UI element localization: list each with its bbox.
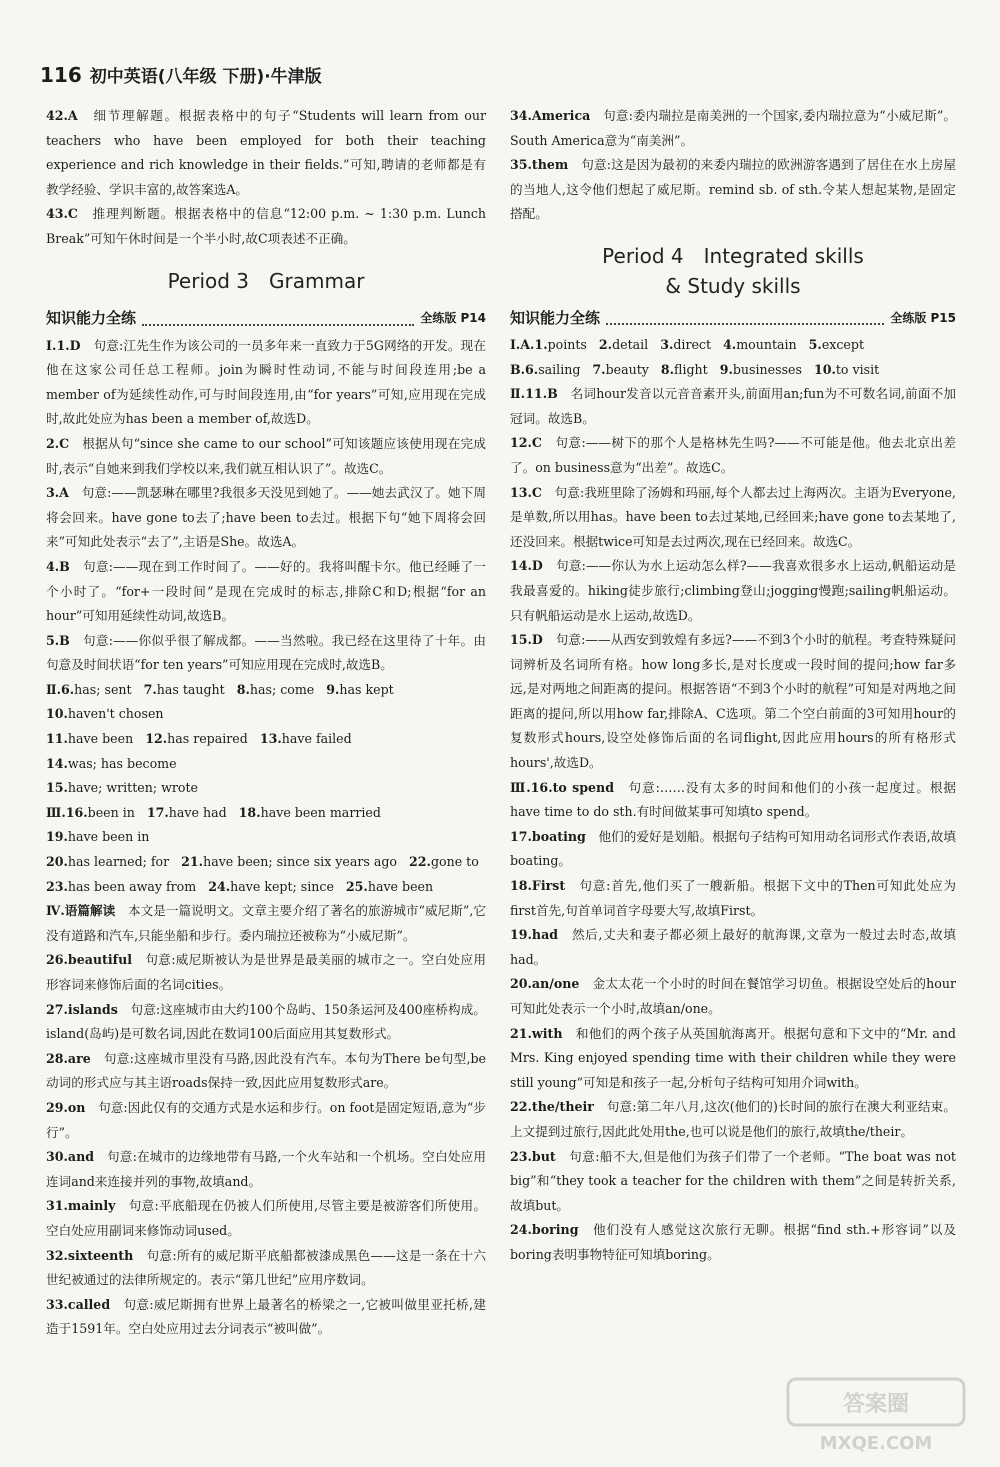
answer-text: have; written; wrote [67, 780, 199, 796]
answer-item [46, 334, 486, 432]
answer-explanation: 句意:——你认为水上运动怎么样?——我喜欢很多水上运动,帆船运动是我最喜爱的。hiking徒步旅行;climbing登山;jogging慢跑;sailing帆船运动。只有帆船运动是水上运动,故选D。 [510, 558, 957, 623]
answer-explanation: 句意:——凯瑟琳在哪里?我很多天没见到她了。——她去武汉了。她下周将会回来。have gone to去了;have been to去过。根据下句“她下周将会回来”可知此处表示“去了”,主语是She。故选A。 [46, 485, 486, 550]
answer-number: 24. [208, 878, 231, 894]
answer-explanation: 他们的爱好是划船。根据句子结构可知用动名词形式作表语,故填boating。 [510, 828, 956, 869]
answer-item [510, 382, 956, 431]
answer-number: 5. [808, 336, 822, 352]
right-column [510, 104, 956, 1268]
answer-explanation: 然后,丈夫和妻子都必须上最好的航海课,文章为一般过去时态,故填had。 [510, 927, 956, 967]
answer-number: 24.boring [510, 1222, 579, 1238]
answer-row [510, 358, 956, 383]
answer-item [510, 104, 956, 153]
answer-number: 23.but [510, 1148, 556, 1164]
answer-number: 11. [46, 731, 68, 747]
answer-cell [46, 801, 135, 826]
answer-number: 9. [719, 361, 733, 377]
answer-text: mountain [736, 336, 797, 352]
answer-number: 8. [236, 681, 250, 697]
answer-number: Ⅳ.语篇解读 [46, 903, 116, 919]
answer-number: 14. [46, 755, 68, 771]
answer-number: 30.and [46, 1149, 95, 1165]
answer-number: 31.mainly [46, 1198, 116, 1214]
answer-item [510, 628, 956, 776]
answer-number: 3.A [46, 485, 69, 501]
answer-number: 23. [46, 878, 68, 894]
answer-number: 18. [238, 804, 261, 820]
answer-cell [510, 333, 587, 358]
answer-explanation: 句意:……没有太多的时间和他们的小孩一起度过。根据have time to do sth.有时间做某事可知填to spend。 [510, 779, 957, 820]
answer-cell [46, 850, 169, 875]
answer-text: have been; since six years ago [203, 854, 398, 870]
answer-cell [46, 875, 196, 900]
answer-number: 17. [146, 804, 169, 820]
answer-cell [814, 358, 879, 383]
answer-cell [599, 333, 648, 358]
answer-number: 20. [46, 854, 68, 870]
answer-item [510, 874, 956, 923]
answer-text: has taught [156, 681, 225, 697]
answer-cell [326, 678, 393, 703]
answer-number: Ⅰ.A.1. [510, 336, 548, 352]
period-title: Period 3 Grammar [167, 268, 365, 293]
watermark-logo [786, 1377, 966, 1457]
answer-item [46, 629, 486, 678]
period-title [510, 241, 956, 301]
answer-text: to visit [835, 361, 880, 377]
answer-cell [720, 358, 802, 383]
answer-text: has repaired [167, 731, 248, 747]
answer-row [46, 801, 486, 850]
answer-number: 3. [660, 336, 674, 352]
answer-number: 35.them [510, 157, 569, 173]
answer-text: has; come [249, 681, 315, 697]
answer-explanation: 句意:首先,他们买了一艘新船。根据下文中的Then可知此处应为first首先,句首单词首字母要大写,故填First。 [510, 878, 956, 918]
answer-item [46, 1244, 486, 1293]
answer-text: have been [367, 878, 434, 894]
answer-explanation: 名词hour发音以元音音素开头,前面用an;fun为不可数名词,前面不加冠词。故选B。 [510, 386, 957, 426]
answer-text: points [547, 336, 587, 352]
answer-explanation: 根据从句“since she came to our school”可知该题应该使用现在完成时,表示“自她来到我们学校以来,我们就互相认识了”。故选C。 [46, 435, 486, 476]
answer-number: 25. [345, 878, 368, 894]
answer-cell [660, 333, 711, 358]
answer-cell [809, 333, 864, 358]
answer-item [46, 202, 486, 251]
answer-item [510, 1022, 956, 1096]
answer-explanation: 细节理解题。根据表格中的句子“Students will learn from our teachers who have been employed for both their teaching experience and rich knowledge in their fields.”可知,聘请的老师都是有教学经验、学识丰富的,故答案选A。 [46, 108, 486, 197]
answer-cell [46, 776, 198, 801]
answer-item [510, 1095, 956, 1144]
answer-text: have had [168, 804, 227, 820]
page-header [40, 62, 322, 92]
answer-row [46, 850, 486, 875]
answer-number: 43.C [46, 206, 78, 222]
answer-item [510, 1218, 956, 1267]
answer-explanation: 金太太花一个小时的时间在餐馆学习切鱼。根据设空处后的hour可知此处表示一个小时,故填an/one。 [510, 976, 956, 1016]
answer-cell [237, 678, 315, 703]
answer-explanation: 句意:江先生作为该公司的一员多年来一直致力于5G网络的开发。现在他在这家公司任总工程师。join为瞬时性动词,不能与时间段连用;be a member of为延续性动作,可与时间段连用,由“for years”可知,应用现在完成时,故此处应为has been a member of,故选D。 [46, 337, 486, 427]
answer-number: 28.are [46, 1050, 91, 1066]
section-heading [46, 306, 486, 332]
answer-cell [208, 875, 334, 900]
answer-cell [46, 752, 177, 777]
section-page-ref: 全练版 P15 [890, 310, 956, 325]
answer-item [510, 153, 956, 227]
answer-explanation: 句意:我班里除了汤姆和玛丽,每个人都去过上海两次。主语为Everyone,是单数,所以用has。have been to去过某地,已经回来;have gone to去某地了,还没回来。根据twice可知是去过两次,现在已经回来。故选C。 [510, 484, 957, 549]
answer-cell [409, 850, 479, 875]
answer-text: has kept [339, 681, 394, 697]
answer-cell [144, 678, 225, 703]
answer-number: 2.C [46, 435, 70, 451]
answer-item [46, 948, 486, 997]
answer-text: beauty [605, 361, 649, 377]
answer-text: direct [673, 336, 712, 352]
answer-number: Ⅲ.16. [46, 804, 88, 820]
answer-number: 22.the/their [510, 1099, 594, 1115]
answer-number: 12.C [510, 435, 542, 451]
watermark-text-en: MXQE.COM [819, 1433, 933, 1454]
answer-number: 20.an/one [510, 976, 580, 992]
answer-row [46, 776, 486, 801]
answer-item [510, 923, 956, 972]
answer-number: 14.D [510, 558, 543, 574]
answer-explanation: 句意:威尼斯被认为是世界是最美丽的城市之一。空白处应用形容词来修饰后面的名词cities。 [46, 952, 487, 992]
answer-explanation: 句意:第二年八月,这次(他们的)长时间的旅行在澳大利亚结束。上文提到过旅行,因此此处用the,也可以说是他们的旅行,故填the/their。 [510, 1099, 957, 1139]
answer-item [46, 555, 486, 629]
answer-explanation: 句意:所有的威尼斯平底船都被漆成黑色——这是一条在十六世纪被通过的法律所规定的。表示“第几世纪”应用序数词。 [46, 1247, 487, 1288]
answer-text: have been married [260, 804, 381, 820]
answer-text: flight [674, 361, 708, 377]
answer-explanation: 句意:威尼斯拥有世界上最著名的桥梁之一,它被叫做里亚托桥,建造于1591年。空白处应用过去分词表示“被叫做”。 [46, 1296, 487, 1337]
answer-number: 4.B [46, 558, 70, 574]
answer-number: 13. [259, 731, 282, 747]
answer-row [46, 727, 486, 776]
answer-item [510, 776, 956, 825]
answer-text: was; has become [67, 755, 177, 771]
answer-number: Ⅲ.16.to spend [510, 779, 615, 795]
answer-item [46, 481, 486, 555]
answer-item [46, 1194, 486, 1243]
section-page-ref: 全练版 P14 [420, 311, 486, 326]
answer-item [510, 554, 956, 628]
answer-cell [346, 875, 433, 900]
answer-number: 8. [660, 361, 675, 377]
answer-text: has been away from [67, 878, 197, 894]
answer-cell [46, 678, 132, 703]
answer-text: detail [612, 336, 649, 352]
dotted-leader [142, 312, 414, 326]
answer-explanation: 推理判断题。根据表格中的信息“12:00 p.m. ~ 1:30 p.m. Lunch Break”可知午休时间是一个半小时,故C项表述不正确。 [46, 206, 486, 246]
answer-row [46, 678, 486, 727]
watermark-text-cn: 答案圈 [842, 1392, 910, 1417]
answer-item [46, 432, 486, 481]
answer-explanation: 句意:因此仅有的交通方式是水运和步行。on foot是固定短语,意为“步行”。 [46, 1099, 486, 1140]
answer-item [510, 825, 956, 874]
answer-item [46, 899, 486, 948]
answer-item [46, 1047, 486, 1096]
answer-text: been in [87, 804, 135, 820]
answer-row [46, 875, 486, 900]
answer-item [46, 1096, 486, 1145]
answer-cell [46, 727, 133, 752]
answer-cell [723, 333, 797, 358]
answer-number: 18.First [510, 878, 566, 894]
answer-explanation: 句意:委内瑞拉是南美洲的一个国家,委内瑞拉意为“小威尼斯”。South America意为“南美洲”。 [510, 108, 957, 148]
answer-number: 19. [46, 829, 68, 845]
answer-cell [145, 727, 248, 752]
answer-number: Ⅱ.6. [46, 681, 75, 697]
answer-text: have been in [67, 829, 150, 845]
answer-cell [181, 850, 397, 875]
answer-explanation: 句意:——从西安到敦煌有多远?——不到3个小时的航程。考查特殊疑问词辨析及名词所有格。how long多长,是对长度或一段时间的提问;how far多远,是对两地之间距离的提问。根据答语“不到3个小时的航程”可知是对两地之间距离的提问,所以用how far,排除A、C选项。第二个空白前面的3可知用hour的复数形式hours,设空处修饰后面的名词flight,因此应用hours的所有格形式hours',故选D。 [510, 632, 956, 771]
answer-item [46, 1145, 486, 1194]
period-title-line-2: & Study skills [665, 273, 801, 298]
answer-number: 34.America [510, 108, 591, 123]
answer-number: 21. [181, 854, 204, 870]
left-column [46, 104, 486, 1342]
answer-text: gone to [430, 854, 479, 870]
answer-explanation: 和他们的两个孩子从英国航海离开。根据句意和下文中的“Mr. and Mrs. King enjoyed spending time with their children while they were still young”可知是和孩子一起,分析句子结构可知用介词with。 [510, 1025, 956, 1090]
answer-number: 7. [592, 361, 606, 377]
answer-item [510, 1145, 956, 1219]
answer-cell [46, 825, 149, 850]
answer-explanation: 句意:——现在到工作时间了。——好的。我将叫醒卡尔。他已经睡了一个小时了。“for+一段时间”是现在完成时的标志,排除C和D;根据“for an hour”可知用延续性动词,故选B。 [46, 558, 487, 624]
page-number: 116 [40, 63, 82, 87]
answer-number: 10. [46, 706, 68, 722]
answer-number: 27.islands [46, 1001, 118, 1017]
answer-cell [661, 358, 708, 383]
answer-explanation: 句意:这座城市由大约100个岛屿、150条运河及400座桥构成。island(岛屿)是可数名词,因此在数词100后面应用其复数形式。 [46, 1001, 487, 1042]
answer-item [46, 1293, 486, 1342]
answer-number: Ⅰ.1.D [46, 337, 81, 353]
answer-explanation: 他们没有人感觉这次旅行无聊。根据“find sth.+形容词”以及boring表明事物特征可知填boring。 [510, 1222, 956, 1262]
answer-explanation: 句意:船不大,但是他们为孩子们带了一个老师。“The boat was not big”和“they took a teacher for the children with them”之间是转折关系,故填but。 [510, 1148, 956, 1213]
answer-text: has; sent [74, 681, 132, 697]
answer-number: 29.on [46, 1099, 86, 1115]
answer-number: Ⅱ.11.B [510, 386, 558, 402]
answer-item [510, 972, 956, 1021]
answer-text: have kept; since [230, 878, 334, 894]
section-heading [510, 305, 956, 331]
answer-text: except [821, 336, 865, 352]
answer-explanation: 句意:这是因为最初的来委内瑞拉的欧洲游客遇到了居住在水上房屋的当地人,这令他们想起了威尼斯。remind sb. of sth.令某人想起某物,是固定搭配。 [510, 157, 957, 222]
answer-explanation: 句意:这座城市里没有马路,因此没有汽车。本句为There be句型,be动词的形式应与其主语roads保持一致,因此应用复数形式are。 [46, 1050, 486, 1091]
answer-text: has learned; for [67, 854, 170, 870]
answer-number: 12. [145, 731, 168, 747]
answer-item [46, 998, 486, 1047]
answer-cell [592, 358, 648, 383]
answer-explanation: 句意:——你似乎很了解成都。——当然啦。我已经在这里待了十年。由句意及时间状语“for ten years”可知应用现在完成时,故选B。 [46, 632, 487, 673]
answer-number: B.6. [510, 361, 539, 377]
answer-text: haven't chosen [67, 706, 164, 722]
answer-number: 26.beautiful [46, 952, 133, 968]
answer-text: sailing [538, 361, 581, 377]
answer-text: businesses [732, 361, 802, 377]
answer-item [510, 481, 956, 555]
answer-number: 17.boating [510, 828, 586, 844]
answer-cell [510, 358, 580, 383]
answer-number: 42.A [46, 108, 78, 123]
answer-number: 21.with [510, 1025, 563, 1041]
answer-number: 33.called [46, 1296, 111, 1312]
answer-item [510, 431, 956, 480]
section-title: 知识能力全练 [510, 308, 601, 327]
section-title: 知识能力全练 [46, 309, 137, 328]
answer-explanation: 句意:——树下的那个人是格林先生吗?——不可能是他。他去北京出差了。on business意为“出差”。故选C。 [510, 435, 956, 475]
answer-number: 10. [813, 361, 836, 377]
answer-number: 4. [723, 336, 737, 352]
answer-cell [239, 801, 381, 826]
answer-explanation: 本文是一篇说明文。文章主要介绍了著名的旅游城市“威尼斯”,它没有道路和汽车,只能坐船和步行。委内瑞拉还被称为“小威尼斯”。 [46, 903, 486, 943]
answer-number: 15. [46, 780, 68, 796]
answer-number: 32.sixteenth [46, 1247, 134, 1263]
answer-number: 7. [143, 681, 157, 697]
answer-text: have been [67, 731, 134, 747]
answer-cell [46, 702, 164, 727]
answer-number: 22. [409, 854, 431, 870]
answer-explanation: 句意:平底船现在仍被人们所使用,尽管主要是被游客们所使用。空白处应用副词来修饰动词used。 [46, 1198, 487, 1238]
answer-number: 5.B [46, 632, 70, 648]
answer-number: 19.had [510, 927, 559, 943]
period-title-line-1: Period 4 Integrated skills [602, 243, 864, 268]
answer-cell [260, 727, 352, 752]
answer-number: 9. [326, 681, 340, 697]
answer-item [46, 104, 486, 202]
answer-number: 13.C [510, 484, 542, 500]
answer-number: 2. [598, 336, 613, 352]
answer-cell [147, 801, 227, 826]
answer-text: have failed [281, 731, 352, 747]
dotted-leader [606, 311, 884, 325]
answer-row [510, 333, 956, 358]
answer-number: 15.D [510, 632, 543, 648]
answer-explanation: 句意:在城市的边缘地带有马路,一个火车站和一个机场。空白处应用连词and来连接并列的事物,故填and。 [46, 1149, 487, 1189]
book-title: 初中英语(八年级 下册)·牛津版 [89, 67, 322, 87]
